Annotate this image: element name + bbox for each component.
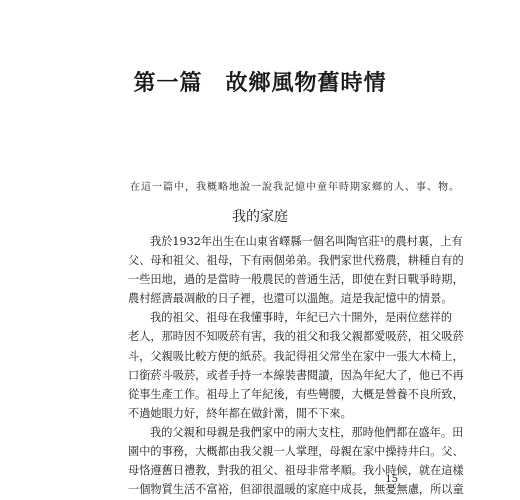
section-heading: 我的家庭 — [232, 209, 288, 225]
text-line: 我的祖父、祖母在我懂事時，年紀已六十開外，是兩位慈祥的 — [150, 311, 453, 325]
chapter-intro: 在這一篇中，我概略地說一說我記憶中童年時期家鄉的人、事、物。 — [130, 182, 460, 193]
chapter-title: 第一篇 故鄉風物舊時情 — [133, 70, 387, 96]
paragraph — [128, 308, 464, 423]
text-line: 我的父親和母親是我們家中的兩大支柱，那時他們都在盛年。田 — [150, 425, 464, 439]
text-line: 口銜菸斗吸菸，或者手持一本線裝書閱讀，因為年紀大了，他已不再 — [128, 368, 464, 382]
body-text — [128, 232, 464, 499]
text-line: 一些田地，過的是當時一般農民的普通生活，即使在對日戰爭時期， — [128, 273, 464, 287]
page-number: 15 — [385, 474, 398, 485]
paragraph — [128, 423, 464, 499]
paragraph — [128, 232, 464, 308]
text-line: 斗，父親吸比較方便的紙菸。我記得祖父常坐在家中一張大木椅上， — [128, 349, 464, 363]
text-line: 母恪遵舊日禮教，對我的祖父、祖母非常孝順。我小時候，就在這樣 — [128, 464, 464, 478]
text-line: 父、母和祖父、祖母，下有兩個弟弟。我們家世代務農，耕種自有的 — [128, 254, 464, 268]
text-line: 從事生產工作。祖母上了年紀後，有些彎腰，大概是營養不良所致， — [128, 387, 464, 401]
text-line: 一個物質生活不富裕，但卻很溫暖的家庭中成長，無憂無慮，所以童 — [128, 483, 464, 497]
text-line: 我於1932年出生在山東省嶧縣一個名叫陶官莊¹的農村裏，上有 — [150, 235, 463, 248]
text-line: 老人，那時因不知吸菸有害，我的祖父和我父親都愛吸菸，祖父吸菸 — [128, 330, 464, 344]
text-line: 不過她眼力好，終年都在做針黹，閒不下來。 — [128, 406, 352, 420]
text-line: 園中的事務，大概都由我父親一人掌理，母親在家中操持井臼。父、 — [128, 445, 464, 459]
text-line: 農村經濟最凋敝的日子裡，也還可以溫飽。這是我記憶中的情景。 — [128, 292, 453, 306]
